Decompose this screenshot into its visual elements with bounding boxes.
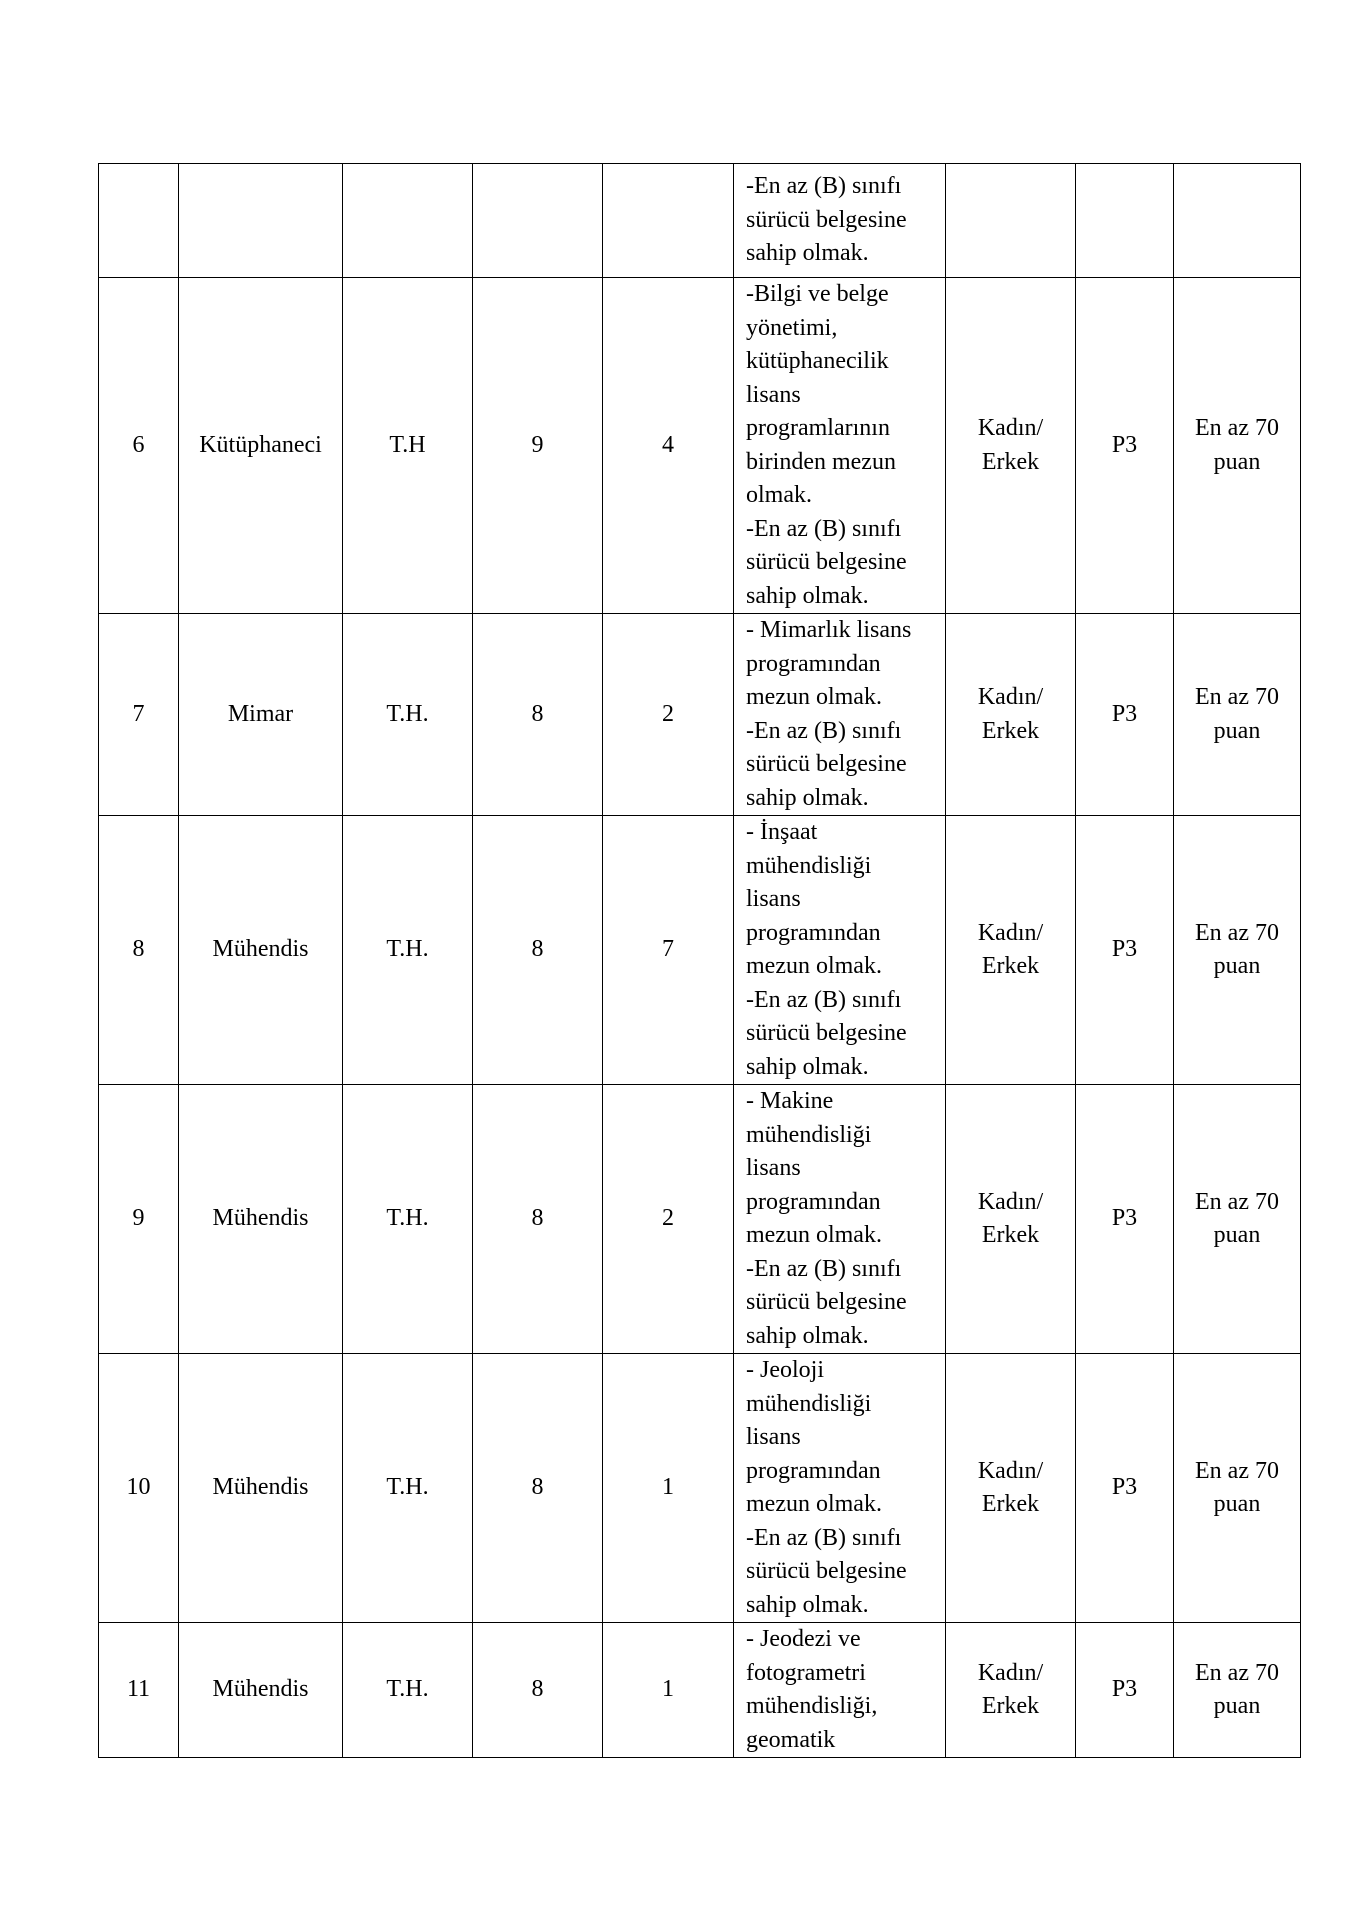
kpss-score-type: P3: [1076, 614, 1174, 816]
minimum-score: En az 70 puan: [1174, 278, 1301, 614]
table-row: [99, 1354, 1301, 1623]
position-count: 7: [603, 816, 734, 1085]
minimum-score: En az 70 puan: [1174, 1354, 1301, 1623]
service-class: [343, 164, 473, 278]
position-title: Mühendis: [179, 1354, 343, 1623]
minimum-score: En az 70 puan: [1174, 1623, 1301, 1758]
requirements: - İnşaat mühendisliği lisans programından mezun olmak. -En az (B) sınıfı sürücü belgesine sahip olmak.: [734, 816, 946, 1085]
kpss-score-type: P3: [1076, 1354, 1174, 1623]
table-row: [99, 816, 1301, 1085]
grade: 8: [473, 816, 603, 1085]
gender: Kadın/ Erkek: [946, 1085, 1076, 1354]
row-number: 6: [99, 278, 179, 614]
requirements: - Jeoloji mühendisliği lisans programından mezun olmak. -En az (B) sınıfı sürücü belgesine sahip olmak.: [734, 1354, 946, 1623]
requirements: -En az (B) sınıfı sürücü belgesine sahip olmak.: [734, 164, 946, 278]
grade: 8: [473, 1085, 603, 1354]
grade: 8: [473, 614, 603, 816]
grade: [473, 164, 603, 278]
minimum-score: En az 70 puan: [1174, 614, 1301, 816]
position-title: [179, 164, 343, 278]
table-row: [99, 614, 1301, 816]
table-row: [99, 1085, 1301, 1354]
position-count: 1: [603, 1623, 734, 1758]
position-title: Mühendis: [179, 816, 343, 1085]
kpss-score-type: P3: [1076, 278, 1174, 614]
gender: Kadın/ Erkek: [946, 1354, 1076, 1623]
position-count: 1: [603, 1354, 734, 1623]
row-number: 10: [99, 1354, 179, 1623]
service-class: T.H.: [343, 1354, 473, 1623]
service-class: T.H.: [343, 1085, 473, 1354]
kpss-score-type: [1076, 164, 1174, 278]
position-count: 2: [603, 614, 734, 816]
grade: 8: [473, 1623, 603, 1758]
kpss-score-type: P3: [1076, 1085, 1174, 1354]
kpss-score-type: P3: [1076, 1623, 1174, 1758]
requirements: - Jeodezi ve fotogrametri mühendisliği, geomatik: [734, 1623, 946, 1758]
row-number: [99, 164, 179, 278]
requirements: - Mimarlık lisans programından mezun olmak. -En az (B) sınıfı sürücü belgesine sahip olmak.: [734, 614, 946, 816]
gender: Kadın/ Erkek: [946, 614, 1076, 816]
requirements: - Makine mühendisliği lisans programından mezun olmak. -En az (B) sınıfı sürücü belgesine sahip olmak.: [734, 1085, 946, 1354]
position-title: Kütüphaneci: [179, 278, 343, 614]
row-number: 11: [99, 1623, 179, 1758]
service-class: T.H.: [343, 614, 473, 816]
gender: [946, 164, 1076, 278]
kpss-score-type: P3: [1076, 816, 1174, 1085]
position-table: [98, 163, 1301, 1758]
position-title: Mühendis: [179, 1623, 343, 1758]
position-title: Mimar: [179, 614, 343, 816]
service-class: T.H: [343, 278, 473, 614]
row-number: 7: [99, 614, 179, 816]
minimum-score: [1174, 164, 1301, 278]
row-number: 9: [99, 1085, 179, 1354]
requirements: -Bilgi ve belge yönetimi, kütüphanecilik lisans programlarının birinden mezun olmak. -En az (B) sınıfı sürücü belgesine sahip olmak.: [734, 278, 946, 614]
table-row: [99, 1623, 1301, 1758]
minimum-score: En az 70 puan: [1174, 1085, 1301, 1354]
position-title: Mühendis: [179, 1085, 343, 1354]
grade: 8: [473, 1354, 603, 1623]
gender: Kadın/ Erkek: [946, 1623, 1076, 1758]
table-row: [99, 164, 1301, 278]
row-number: 8: [99, 816, 179, 1085]
table-row: [99, 278, 1301, 614]
gender: Kadın/ Erkek: [946, 816, 1076, 1085]
position-count: [603, 164, 734, 278]
position-count: 4: [603, 278, 734, 614]
gender: Kadın/ Erkek: [946, 278, 1076, 614]
service-class: T.H.: [343, 816, 473, 1085]
position-count: 2: [603, 1085, 734, 1354]
grade: 9: [473, 278, 603, 614]
service-class: T.H.: [343, 1623, 473, 1758]
minimum-score: En az 70 puan: [1174, 816, 1301, 1085]
